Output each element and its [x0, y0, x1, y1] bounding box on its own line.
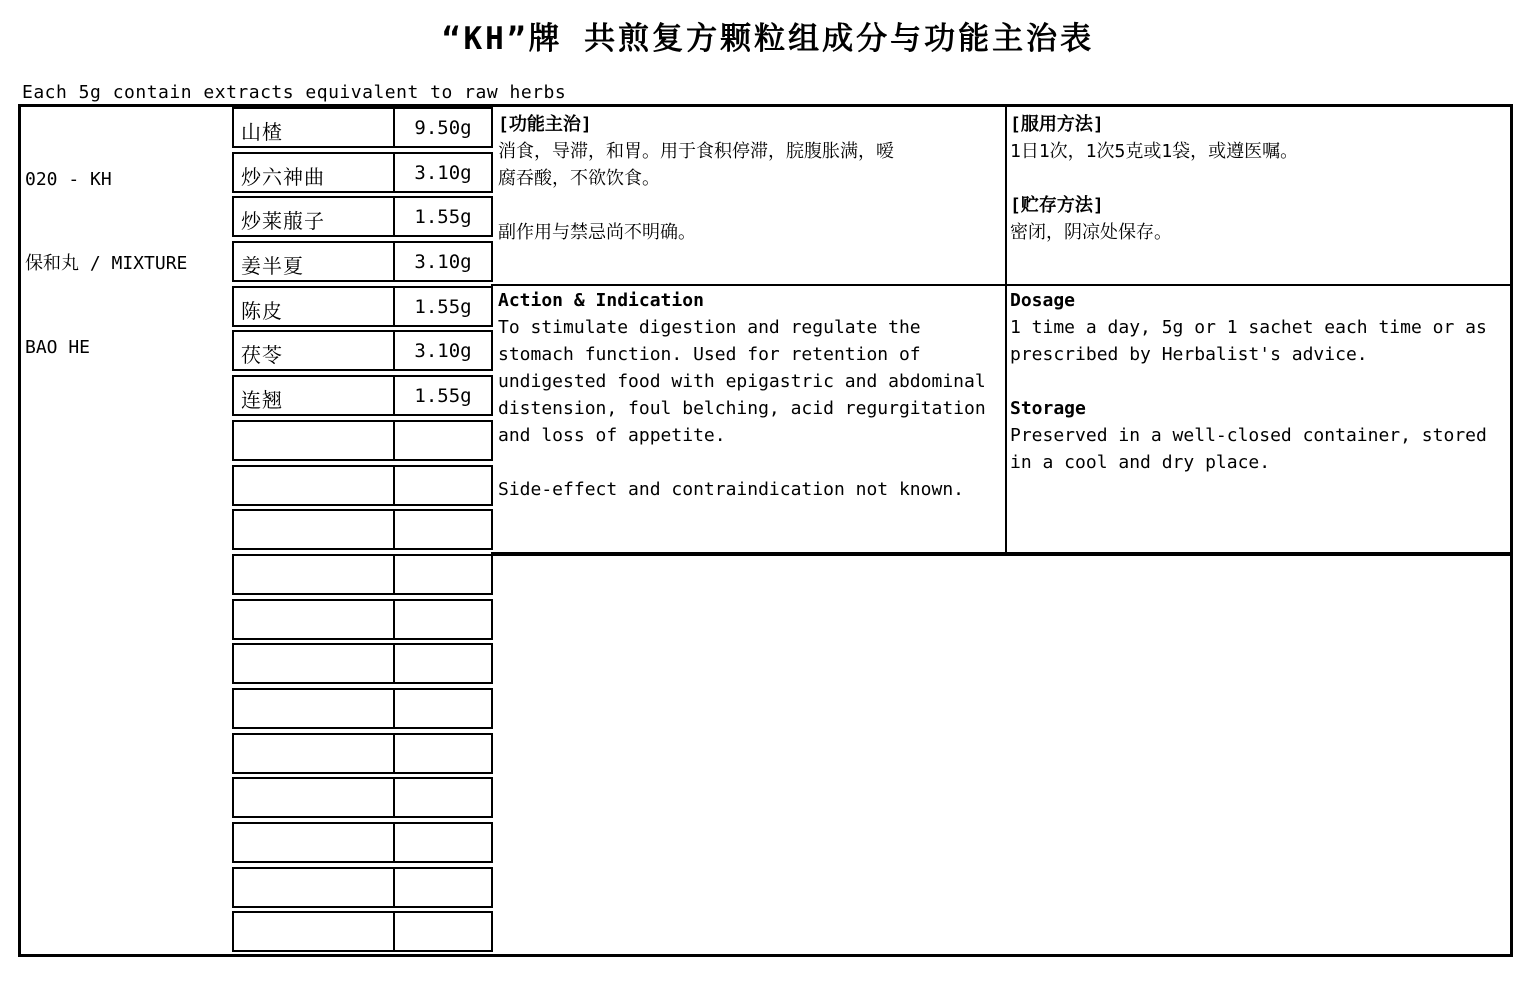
- product-info-cell: [25, 110, 187, 418]
- herb-name-cell: [232, 420, 395, 461]
- herb-weight-cell: 1.55g: [395, 286, 493, 327]
- ingredient-row: [232, 599, 493, 640]
- storage-en-header: Storage: [1010, 398, 1086, 419]
- text-line: Side-effect and contraindication not known.: [498, 479, 964, 500]
- function-cn-body: [498, 138, 1003, 246]
- herb-weight-cell: [395, 867, 493, 908]
- text-line: Preserved in a well-closed container, stored: [1010, 425, 1487, 446]
- ingredient-row: [232, 152, 493, 193]
- herb-weight-cell: [395, 420, 493, 461]
- product-name-en: BAO HE: [25, 337, 91, 358]
- ingredient-row: [232, 733, 493, 774]
- text-line: 副作用与禁忌尚不明确。: [498, 222, 696, 243]
- spacer-line: [1010, 368, 1508, 395]
- herb-name-cell: [232, 867, 395, 908]
- text-line: 1 time a day, 5g or 1 sachet each time or as: [1010, 317, 1487, 338]
- function-cn-block: [498, 111, 1003, 246]
- herb-name-cell: [232, 465, 395, 506]
- herb-name-cell: [232, 733, 395, 774]
- ingredient-row: [232, 554, 493, 595]
- text-line: undigested food with epigastric and abdominal: [498, 371, 986, 392]
- herb-weight-cell: 3.10g: [395, 241, 493, 282]
- herb-name-cell: 陈皮: [232, 286, 395, 327]
- storage-cn-header: [贮存方法]: [1010, 195, 1104, 216]
- ingredient-row: [232, 375, 493, 416]
- text-line: [498, 192, 1003, 219]
- herb-name-cell: 山楂: [232, 107, 395, 148]
- herb-weight-cell: [395, 509, 493, 550]
- action-indication-block: [498, 287, 1008, 503]
- herb-name-cell: [232, 777, 395, 818]
- text-line: and loss of appetite.: [498, 425, 726, 446]
- ingredient-list: [232, 107, 493, 952]
- herb-name-cell: 茯苓: [232, 330, 395, 371]
- ingredient-row: [232, 330, 493, 371]
- dosage-en-header: Dosage: [1010, 290, 1076, 311]
- ingredient-row: [232, 911, 493, 952]
- ingredient-row: [232, 241, 493, 282]
- action-en-body: [498, 314, 1008, 503]
- herb-name-cell: [232, 599, 395, 640]
- ingredient-row: [232, 822, 493, 863]
- action-en-header: Action & Indication: [498, 290, 704, 311]
- product-code: 020 - KH: [25, 169, 112, 190]
- herb-weight-cell: [395, 643, 493, 684]
- herb-name-cell: 连翘: [232, 375, 395, 416]
- ingredient-row: [232, 509, 493, 550]
- herb-weight-cell: [395, 911, 493, 952]
- text-line: 腐吞酸，不欲饮食。: [498, 168, 660, 189]
- herb-weight-cell: [395, 599, 493, 640]
- product-table: [18, 104, 1513, 957]
- ingredient-row: [232, 196, 493, 237]
- ingredient-row: [232, 107, 493, 148]
- herb-name-cell: [232, 509, 395, 550]
- herb-name-cell: 炒莱菔子: [232, 196, 395, 237]
- herb-weight-cell: 3.10g: [395, 330, 493, 371]
- text-line: prescribed by Herbalist's advice.: [1010, 344, 1368, 365]
- herb-name-cell: 姜半夏: [232, 241, 395, 282]
- spacer-line: [1010, 165, 1505, 192]
- text-line: distension, foul belching, acid regurgitation: [498, 398, 986, 419]
- ingredient-row: [232, 643, 493, 684]
- text-line: [498, 449, 1008, 476]
- herb-weight-cell: 1.55g: [395, 196, 493, 237]
- herb-name-cell: 炒六神曲: [232, 152, 395, 193]
- subtitle: Each 5g contain extracts equivalent to raw herbs: [22, 82, 567, 103]
- text-line: in a cool and dry place.: [1010, 452, 1271, 473]
- ingredient-row: [232, 867, 493, 908]
- storage-en-body: [1010, 422, 1508, 476]
- divider-cn-en-sections: [491, 284, 1510, 286]
- ingredient-row: [232, 420, 493, 461]
- page-title: “KH”牌 共煎复方颗粒组成分与功能主治表: [441, 21, 1095, 57]
- herb-weight-cell: [395, 733, 493, 774]
- herb-weight-cell: 1.55g: [395, 375, 493, 416]
- ingredient-row: [232, 688, 493, 729]
- herb-weight-cell: 9.50g: [395, 107, 493, 148]
- herb-name-cell: [232, 822, 395, 863]
- text-line: To stimulate digestion and regulate the: [498, 317, 921, 338]
- ingredient-row: [232, 777, 493, 818]
- usage-cn-text: 1日1次，1次5克或1袋，或遵医嘱。: [1010, 141, 1299, 162]
- function-cn-header: [功能主治]: [498, 114, 592, 135]
- herb-weight-cell: 3.10g: [395, 152, 493, 193]
- text-line: 消食，导滞，和胃。用于食积停滞，脘腹胀满，嗳: [498, 141, 894, 162]
- ingredient-row: [232, 286, 493, 327]
- product-name-cn: 保和丸 / MIXTURE: [25, 253, 188, 274]
- text-line: stomach function. Used for retention of: [498, 344, 921, 365]
- dosage-storage-en-block: [1010, 287, 1508, 476]
- herb-name-cell: [232, 688, 395, 729]
- storage-cn-text: 密闭，阴凉处保存。: [1010, 222, 1172, 243]
- herb-weight-cell: [395, 465, 493, 506]
- herb-weight-cell: [395, 822, 493, 863]
- usage-storage-cn-block: [1010, 111, 1505, 246]
- divider-sections-bottom: [491, 552, 1510, 556]
- dosage-en-body: [1010, 314, 1508, 368]
- herb-name-cell: [232, 643, 395, 684]
- herb-weight-cell: [395, 688, 493, 729]
- herb-name-cell: [232, 554, 395, 595]
- herb-weight-cell: [395, 777, 493, 818]
- herb-name-cell: [232, 911, 395, 952]
- ingredient-row: [232, 465, 493, 506]
- herb-weight-cell: [395, 554, 493, 595]
- usage-cn-header: [服用方法]: [1010, 114, 1104, 135]
